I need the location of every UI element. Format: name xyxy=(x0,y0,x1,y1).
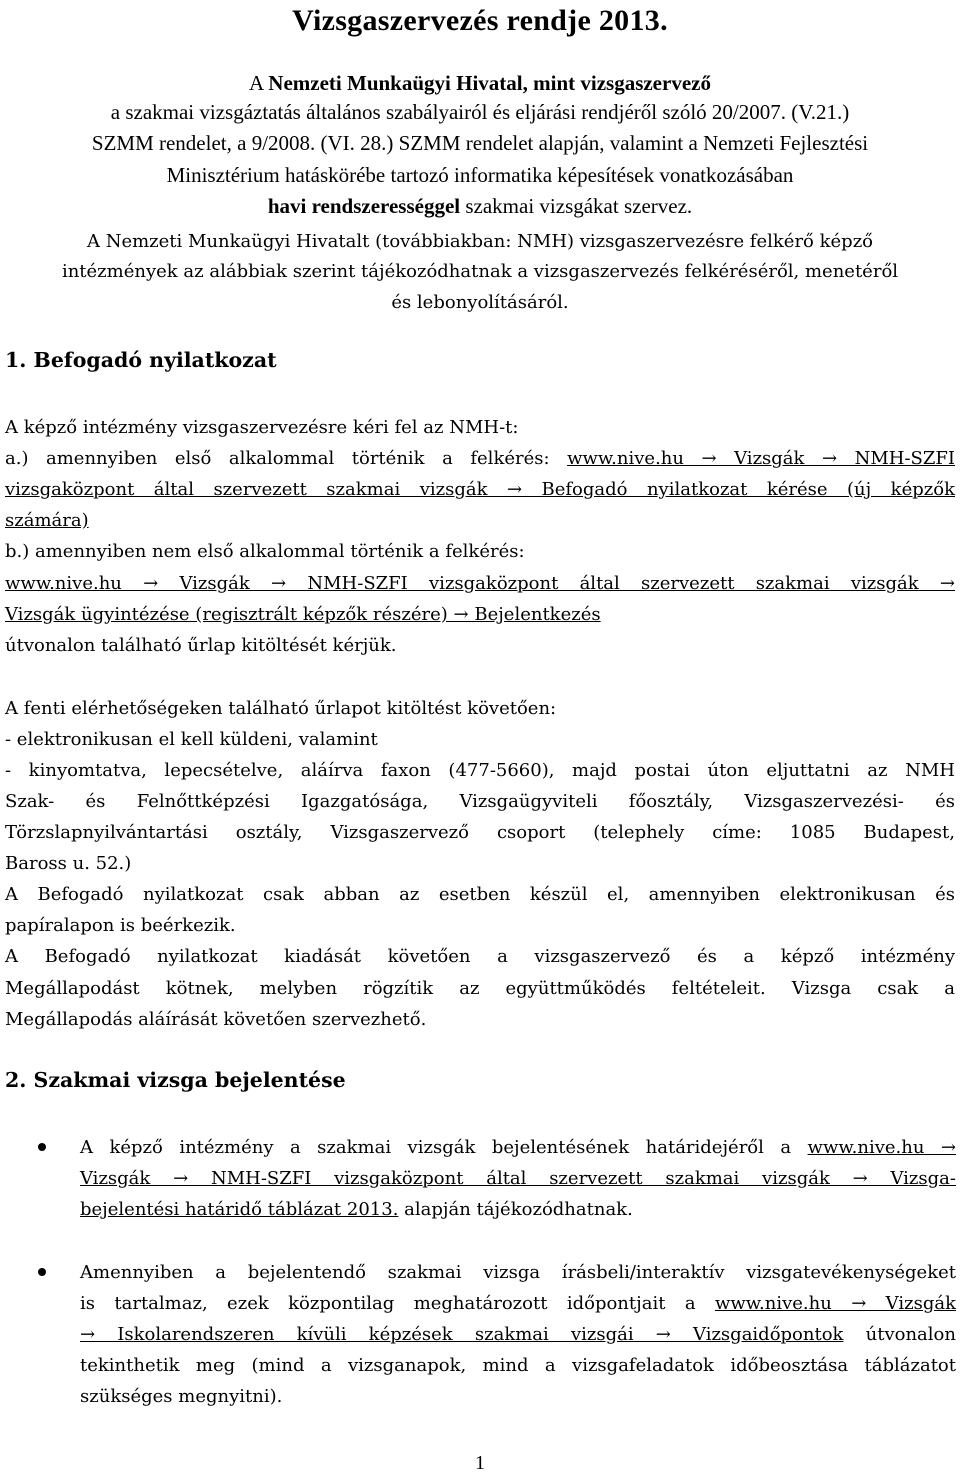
section-1-paragraph: A képző intézmény vizsgaszervezésre kéri fel az NMH-t: xyxy=(5,417,519,438)
option-a-line xyxy=(5,444,955,474)
intro-bold-text: havi rendszerességgel xyxy=(267,194,461,218)
intro-line-3: SZMM rendelet, a 9/2008. (VI. 28.) SZMM rendelet alapján, valamint a Nemzeti Fejlesztési xyxy=(91,131,869,155)
option-b-link-cont[interactable]: Vizsgák ügyintézése (regisztrált képzők részére) → Bejelentkezés xyxy=(5,604,601,625)
followup-paragraph: A fenti elérhetőségeken található űrlapot kitöltést követően: xyxy=(5,698,557,719)
paragraph-4-line-1: A Befogadó nyilatkozat kiadását követően a vizsgaszervező és a képző intézmény xyxy=(5,946,955,967)
intro-line-2: a szakmai vizsgáztatás általános szabályairól és eljárási rendjéről szóló 20/2007. (V.21.) xyxy=(110,100,850,124)
option-a-text: a.) amennyiben első alkalommal történik a felkérés: xyxy=(5,448,568,469)
intro-line-6: A Nemzeti Munkaügyi Hivatalt (továbbiakban: NMH) vizsgaszervezésre felkérő képző xyxy=(86,231,874,252)
nive-link[interactable]: www.nive.hu → Vizsgák → NMH-SZFI xyxy=(567,448,955,469)
option-b-line: b.) amennyiben nem első alkalommal történik a felkérés: xyxy=(5,541,525,562)
bullet-2-line-5: szükséges megnyitni). xyxy=(80,1386,283,1407)
bullet-1-link-cont[interactable]: Vizsgák → NMH-SZFI vizsgaközpont által szervezett szakmai vizsgák → Vizsga- xyxy=(80,1168,956,1189)
bullet-icon xyxy=(38,1143,46,1151)
bullet-2-text: is tartalmaz, ezek központilag meghatározott időpontjait a xyxy=(80,1293,715,1314)
option-a-link-end[interactable]: számára) xyxy=(5,510,89,531)
option-b-link[interactable]: www.nive.hu → Vizsgák → NMH-SZFI vizsgaközpont által szervezett szakmai vizsgák → xyxy=(5,573,955,594)
option-a-link-cont[interactable]: vizsgaközpont által szervezett szakmai vizsgák → Befogadó nyilatkozat kérése (új képzők xyxy=(5,479,955,500)
section-1-heading: 1. Befogadó nyilatkozat xyxy=(5,348,277,372)
dash-item-2-line-4: Baross u. 52.) xyxy=(5,853,132,874)
dash-item-2-line-2: Szak- és Felnőttképzési Igazgatósága, Vizsgaügyviteli főosztály, Vizsgaszervezési- és xyxy=(5,791,955,812)
intro-text: A xyxy=(249,71,269,95)
intro-line-7: intézmények az alábbiak szerint tájékozódhatnak a vizsgaszervezés felkéréséről, menetéről xyxy=(61,261,899,282)
document-title: Vizsgaszervezés rendje 2013. xyxy=(292,4,668,37)
paragraph-4-line-2: Megállapodást kötnek, melyben rögzítik az együttműködés feltételeit. Vizsga csak a xyxy=(5,978,955,999)
bullet-1-line-1 xyxy=(80,1133,956,1163)
bullet-2-line-3 xyxy=(80,1320,956,1350)
bullet-1-text: A képző intézmény a szakmai vizsgák bejelentésének határidejéről a xyxy=(80,1137,808,1158)
bullet-2-line-1: Amennyiben a bejelentendő szakmai vizsga írásbeli/interaktív vizsgatevékenységeket xyxy=(80,1262,956,1283)
nive-link[interactable]: www.nive.hu → Vizsgák xyxy=(714,1293,956,1314)
option-b-end: útvonalon található űrlap kitöltését kérjük. xyxy=(5,635,397,656)
intro-line-1 xyxy=(0,68,960,98)
paragraph-3-line-2: papíralapon is beérkezik. xyxy=(5,915,236,936)
page-number: 1 xyxy=(475,1452,485,1474)
dash-item-1: - elektronikusan el kell küldeni, valamint xyxy=(5,729,378,750)
bullet-2-text: útvonalon xyxy=(843,1324,956,1345)
dash-item-2-line-3: Törzslapnyilvántartási osztály, Vizsgaszervező csoport (telephely címe: 1085 Budapest, xyxy=(5,822,955,843)
exam-dates-link[interactable]: → Iskolarendszeren kívüli képzések szakmai vizsgái → Vizsgaidőpontok xyxy=(80,1324,844,1345)
bullet-2-line-2 xyxy=(80,1289,956,1319)
paragraph-4-line-3: Megállapodás aláírását követően szervezhető. xyxy=(5,1009,427,1030)
nive-link[interactable]: www.nive.hu → xyxy=(807,1137,956,1158)
paragraph-3-line-1: A Befogadó nyilatkozat csak abban az esetben készül el, amennyiben elektronikusan és xyxy=(5,884,955,905)
bullet-1-line-3 xyxy=(80,1195,633,1225)
section-2-heading: 2. Szakmai vizsga bejelentése xyxy=(5,1068,346,1092)
bullet-icon xyxy=(38,1268,46,1276)
deadline-table-link[interactable]: bejelentési határidő táblázat 2013. xyxy=(80,1199,399,1220)
bullet-1-text: alapján tájékozódhatnak. xyxy=(398,1199,633,1220)
dash-item-2-line-1: - kinyomtatva, lepecsételve, aláírva faxon (477-5660), majd postai úton eljuttatni az NMH xyxy=(5,760,955,781)
intro-line-5 xyxy=(0,191,960,221)
bullet-2-line-4: tekinthetik meg (mind a vizsganapok, mind a vizsgafeladatok időbeosztása táblázatot xyxy=(80,1355,956,1376)
intro-text: szakmai vizsgákat szervez. xyxy=(460,194,693,218)
intro-line-4: Minisztérium hatáskörébe tartozó informatika képesítések vonatkozásában xyxy=(166,163,794,187)
intro-bold-text: Nemzeti Munkaügyi Hivatal, mint vizsgaszervező xyxy=(268,71,711,95)
intro-line-8: és lebonyolításáról. xyxy=(391,292,569,313)
